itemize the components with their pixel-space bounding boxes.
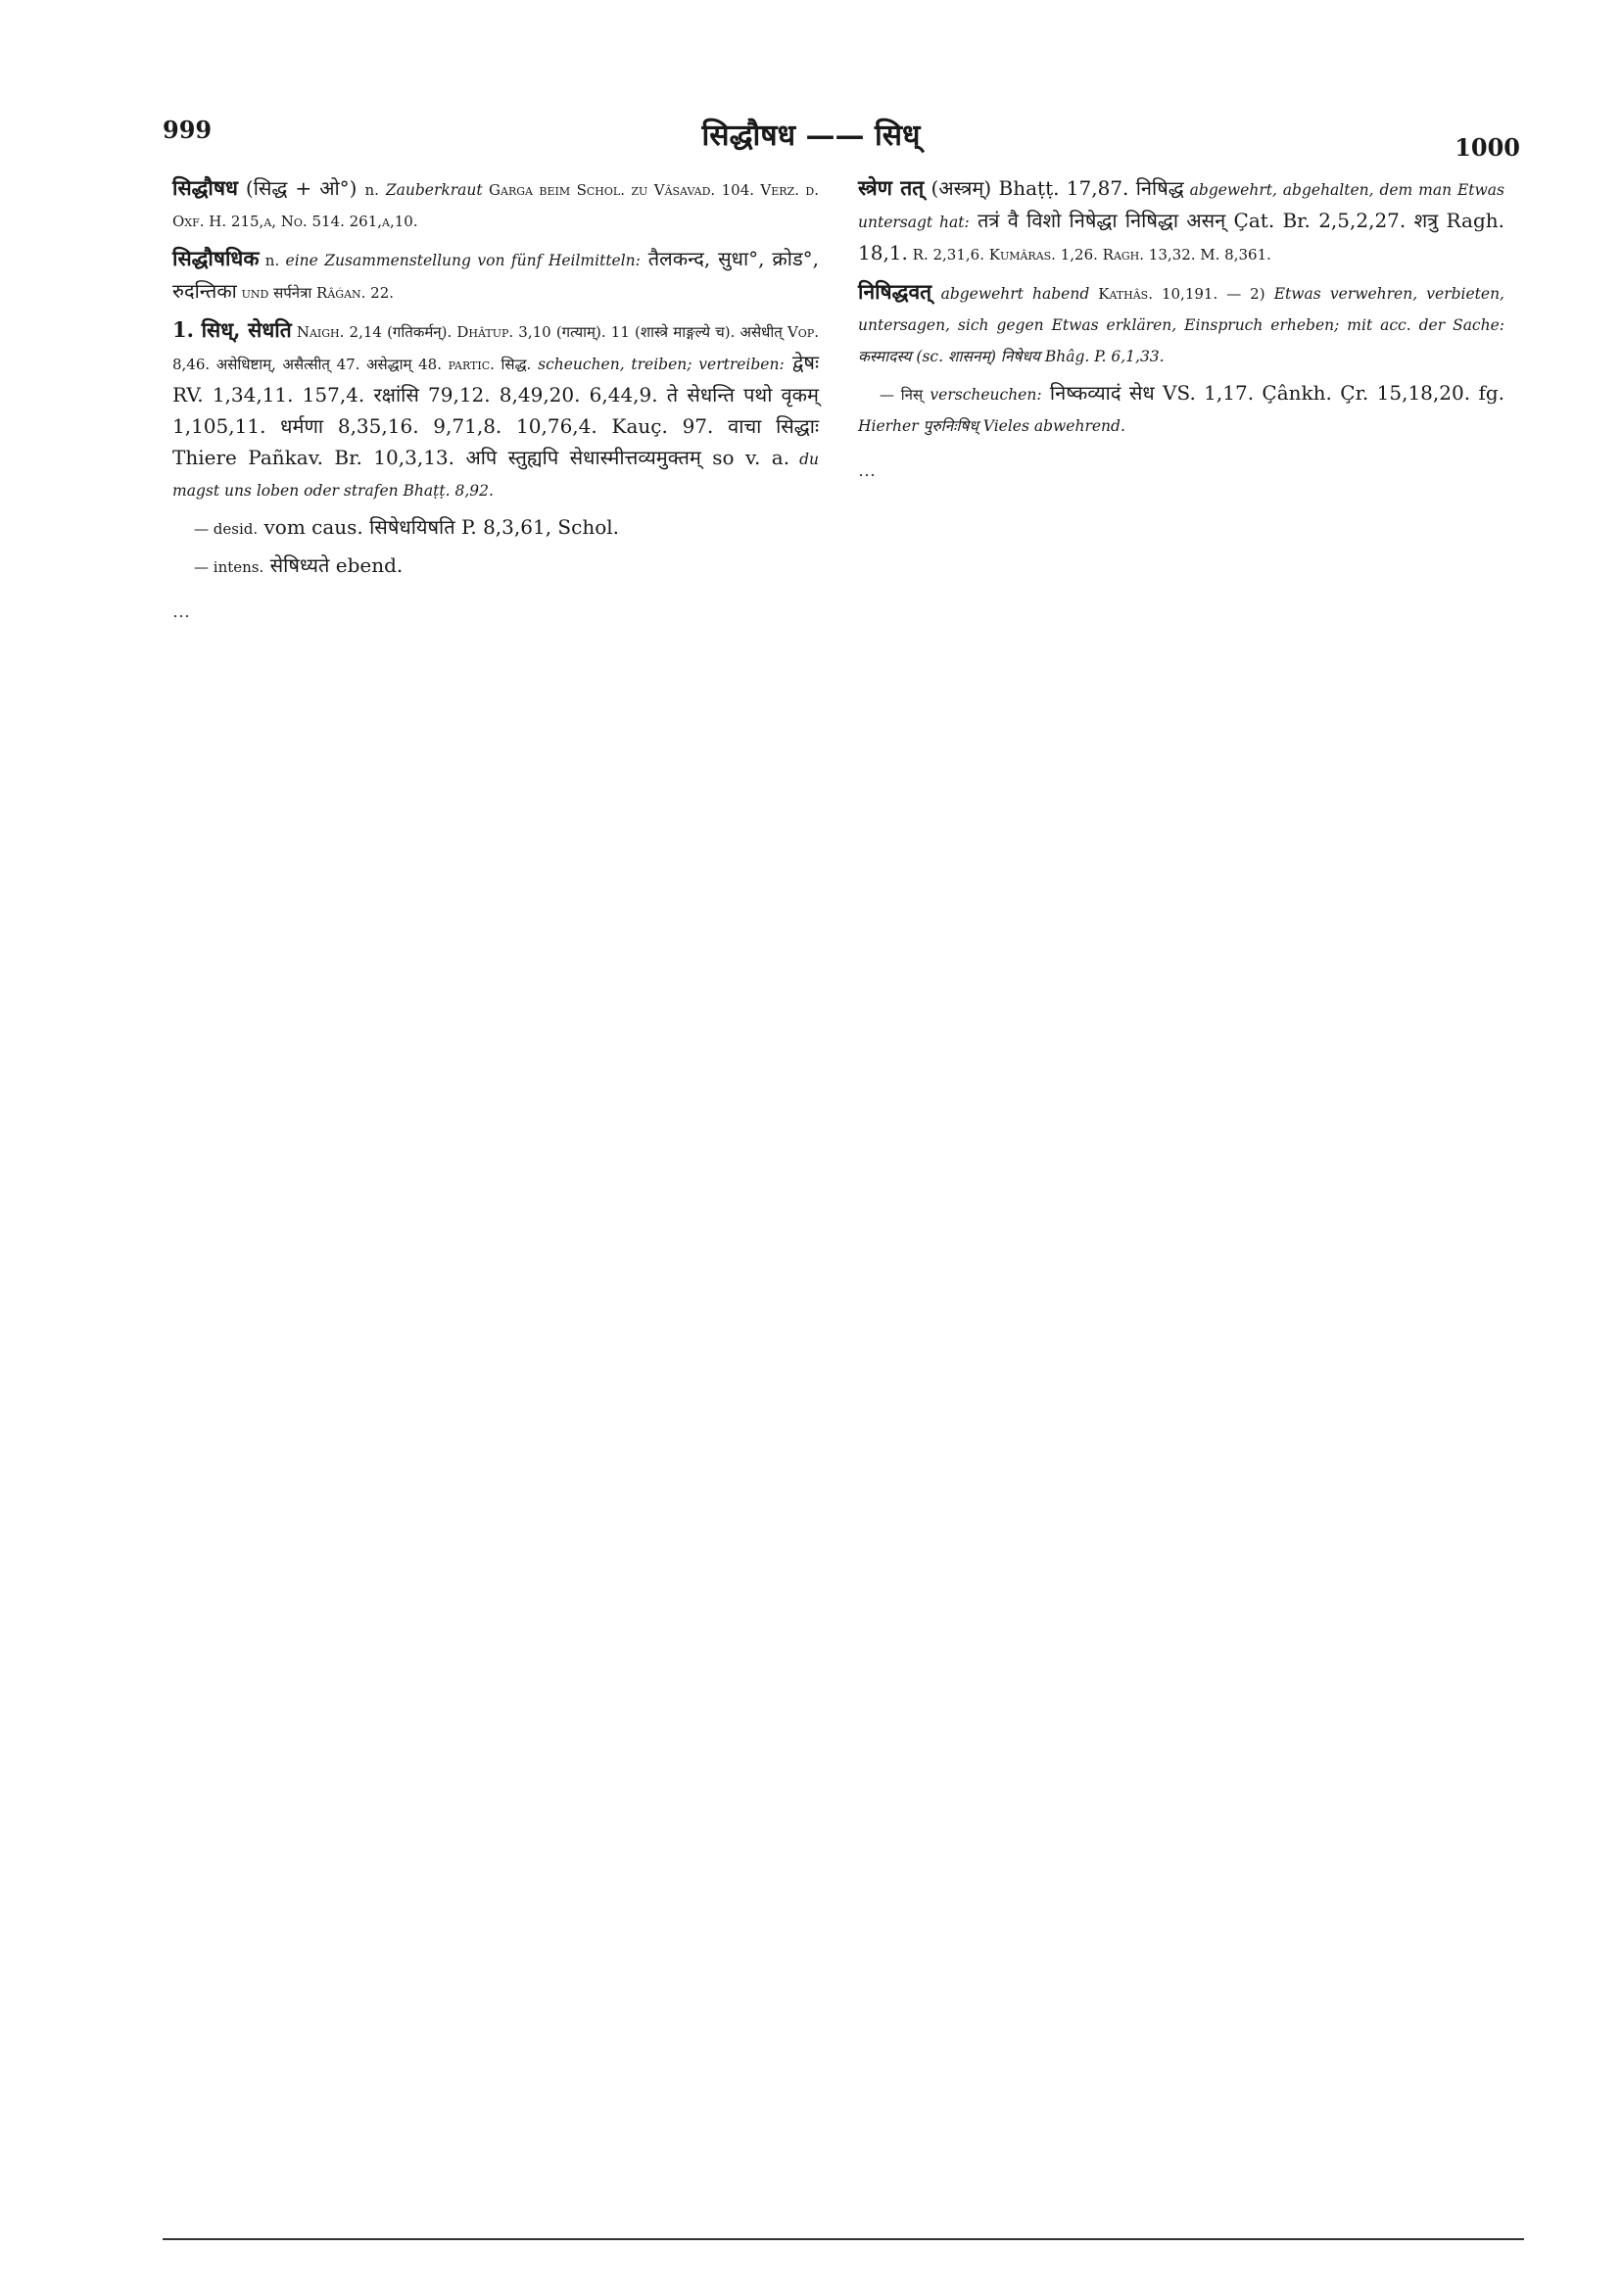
dictionary-entry: [172, 550, 819, 583]
entry-citations: तत्रं वै विशो निषेद्धा निषिद्धा असन् Çat. Br. 2,5,2,27. शत्रु Ragh. 18,1.: [858, 209, 1504, 264]
right-column: [858, 172, 1504, 486]
entry-headword: — desid.: [194, 520, 259, 538]
entry-headword: सिद्धौषधिक: [172, 246, 260, 270]
entry-text: (सिद्ध + ओ°): [237, 176, 365, 200]
entry-headword: स्त्रेण तत्: [858, 175, 925, 200]
entry-headword: निषिद्धवत्: [858, 279, 932, 304]
entry-reference: du magst uns loben oder strafen Bhaṭṭ. 8,92.: [172, 451, 819, 500]
entry-definition-2: Etwas verwehren, verbieten, untersagen, sich gegen Etwas erklären, Einspruch erheben; mit acc. der Sache: कस्मादस्य (sc. शासनम्) निषेधय Bhâg. P. 6,1,33.: [858, 285, 1504, 365]
entry-headword: — निस्: [880, 386, 924, 404]
continuation-ellipsis: …: [858, 460, 882, 481]
entry-definition: verscheuchen:: [930, 386, 1042, 404]
dictionary-entry: [858, 276, 1504, 372]
entry-definition: abgewehrt, abgehalten, dem man Etwas untersagt hat:: [858, 181, 1504, 231]
entry-spacer: [931, 284, 940, 303]
entry-reference: Kathâs. 10,191. — 2): [1089, 285, 1265, 303]
entry-grammar: n.: [259, 252, 286, 269]
dictionary-entry: [172, 314, 819, 506]
entry-text: (अस्त्रम्) Bhaṭṭ. 17,87. निषिद्ध: [924, 176, 1184, 200]
entry-definition: abgewehrt habend: [940, 285, 1090, 303]
entry-reference: und सर्पनेत्रा Râǵan. 22.: [236, 284, 395, 302]
entry-definition: eine Zusammenstellung von fünf Heilmitteln:: [285, 252, 641, 269]
entry-text: Naigh. 2,14 (गतिकर्मन्). Dhâtup. 3,10 (गत्याम्). 11 (शास्त्रे माङ्गल्ये च). असेधीत् Vop. 8,46. असेधिष्टाम्, असैत्सीत् 47. असेद्धाम् 48. partic. सिद्ध.: [172, 323, 819, 373]
dictionary-entry: [858, 172, 1504, 270]
continuation-ellipsis: …: [172, 601, 196, 622]
entry-definition: Zauberkraut: [385, 181, 483, 199]
bottom-rule: [163, 2238, 1524, 2240]
entry-definition: scheuchen, treiben; vertreiben:: [531, 356, 785, 373]
dictionary-entry: [172, 243, 819, 309]
entry-citations: निष्कव्यादं सेध VS. 1,17. Çânkh. Çr. 15,18,20. fg.: [1041, 381, 1505, 405]
page-number-left: 999: [163, 116, 213, 144]
entry-headword: सिद्धौषध: [172, 175, 238, 200]
entry-text: सेषिध्यते ebend.: [263, 553, 404, 577]
dictionary-entry: [172, 512, 819, 545]
entry-headword: 1. सिध्, सेधति: [172, 317, 292, 342]
dictionary-entry: [858, 378, 1504, 442]
entry-reference: Garga beim Schol. zu Vâsavad. 104. Verz. d. Oxf. H. 215,a, No. 514. 261,a,10.: [172, 181, 820, 230]
entry-grammar: n.: [364, 181, 379, 199]
entry-reference: R. 2,31,6. Kumâras. 1,26. Ragh. 13,32. M. 8,361.: [907, 246, 1271, 263]
entry-citations: द्वेषः RV. 1,34,11. 157,4. रक्षांसि 79,12. 8,49,20. 6,44,9. ते सेधन्ति पथो वृकम् 1,105,11. धर्मणा 8,35,16. 9,71,8. 10,76,4. Kauç. 97. वाचा सिद्धाः Thiere Pañkav. Br. 10,3,13. अपि स्तुह्यपि सेधास्मीत्तव्यमुक्तम् so v. a.: [172, 351, 820, 469]
entry-text: vom caus. सिषेधयिषति P. 8,3,61, Schol.: [258, 515, 619, 539]
running-head: सिद्धौषध —— सिध्: [701, 119, 921, 153]
left-column: [172, 172, 819, 627]
entry-headword: — intens.: [194, 558, 264, 576]
entry-reference: Hierher पुरुनिःषिध् Vieles abwehrend.: [858, 417, 1125, 435]
page-number-right: 1000: [1455, 133, 1520, 162]
entry-text: तैलकन्द, सुधा°, क्रोड°, रुदन्तिका: [172, 247, 819, 303]
dictionary-entry: [172, 172, 819, 237]
